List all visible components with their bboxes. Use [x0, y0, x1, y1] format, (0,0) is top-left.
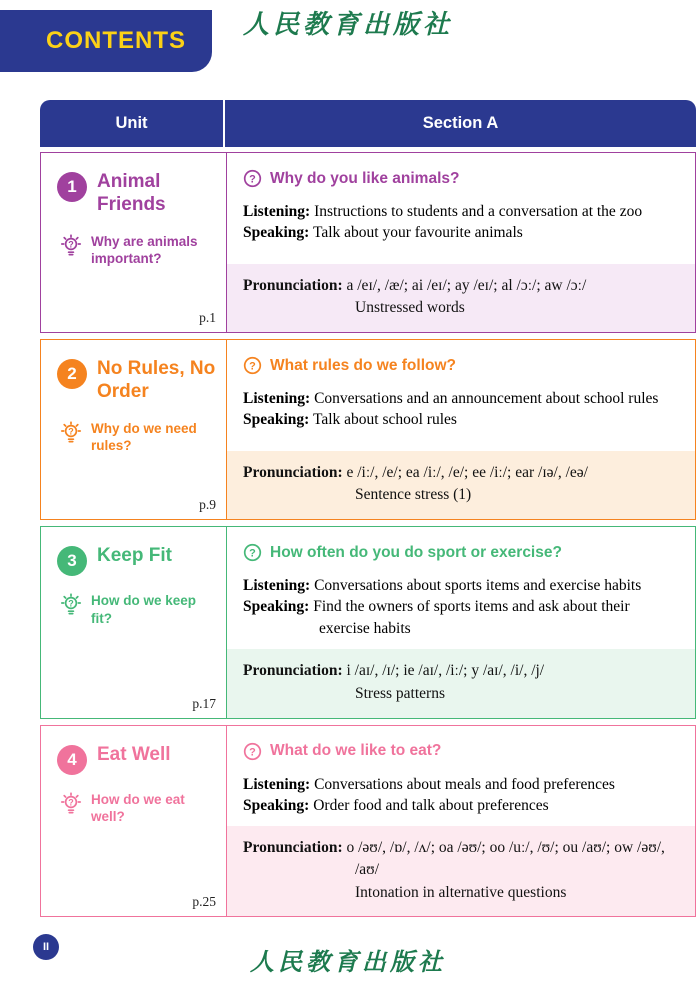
section-question — [243, 356, 677, 375]
unit-number-badge: 1 — [57, 172, 87, 202]
unit-big-question-text: Why do we need rules? — [91, 420, 197, 454]
unit-big-question — [57, 592, 207, 627]
unit-title: No Rules, No Order — [97, 358, 216, 402]
section-a-cell — [226, 527, 695, 718]
svg-text:?: ? — [68, 796, 74, 807]
section-question-text: What rules do we follow? — [270, 356, 456, 374]
publisher-logo-top: 人民教育出版社 — [242, 10, 453, 39]
lightbulb-icon — [59, 593, 83, 627]
section-a-cell — [226, 726, 695, 917]
pronunciation-line: Pronunciation: o /əʊ/, /ɒ/, /ʌ/; oa /əʊ/; oo /uː/, /ʊ/; ou /aʊ/; ow /əʊ/, /aʊ/ — [243, 839, 665, 878]
contents-banner — [0, 10, 212, 72]
section-question — [243, 543, 677, 562]
section-question — [243, 169, 677, 188]
unit-row — [40, 526, 696, 719]
listening-line: Listening: Instructions to students and a conversation at the zoo — [243, 203, 643, 220]
contents-table — [40, 100, 696, 917]
pronunciation-focus: Intonation in alternative questions — [355, 883, 567, 901]
unit-row — [40, 339, 696, 520]
speaking-line: Speaking: Order food and talk about preferences — [243, 796, 549, 814]
pronunciation-line: Pronunciation: e /iː/, /e/; ea /iː/, /e/; ee /iː/; ear /ɪə/, /eə/ — [243, 463, 588, 481]
svg-text:?: ? — [249, 547, 256, 560]
unit-big-question — [57, 233, 207, 268]
unit-cell — [41, 527, 226, 718]
section-a-cell — [226, 153, 695, 332]
unit-big-question-text: How do we keep fit? — [91, 593, 197, 626]
unit-column-header: Unit — [40, 100, 225, 147]
question-circle-icon — [243, 169, 262, 188]
speaking-line: Speaking: Talk about your favourite animals — [243, 224, 523, 242]
unit-number-badge: 2 — [57, 359, 87, 389]
unit-page-number: p.17 — [192, 695, 216, 711]
section-question-text: How often do you do sport or exercise? — [270, 543, 562, 561]
contents-title: CONTENTS — [46, 27, 186, 54]
unit-page-number: p.9 — [199, 497, 216, 512]
unit-row — [40, 725, 696, 918]
unit-page-number: p.25 — [192, 894, 216, 910]
svg-text:?: ? — [249, 173, 256, 186]
svg-text:?: ? — [249, 360, 256, 373]
pronunciation-line: Pronunciation: i /aɪ/, /ɪ/; ie /aɪ/, /iː/; y /aɪ/, /i/, /j/ — [243, 662, 545, 680]
unit-cell — [41, 153, 226, 332]
svg-text:?: ? — [68, 238, 74, 249]
svg-text:?: ? — [68, 425, 74, 436]
lightbulb-icon — [59, 792, 83, 826]
listening-line: Listening: Conversations about meals and food preferences — [243, 775, 615, 793]
unit-page-number: p.1 — [199, 310, 216, 325]
speaking-line: Speaking: Talk about school rules — [243, 411, 457, 429]
unit-number-badge: 3 — [57, 546, 87, 576]
unit-row — [40, 152, 696, 333]
section-question-text: Why do you like animals? — [270, 169, 460, 187]
pronunciation-box — [227, 649, 695, 717]
section-a-column-header: Section A — [422, 114, 499, 132]
unit-title: Keep Fit — [97, 545, 172, 566]
question-circle-icon — [243, 543, 262, 562]
unit-big-question-text: How do we eat well? — [91, 791, 185, 825]
pronunciation-box — [227, 451, 695, 519]
table-header-row — [40, 100, 696, 147]
unit-cell — [41, 340, 226, 519]
section-question — [243, 742, 677, 761]
pronunciation-focus: Unstressed words — [355, 299, 465, 317]
svg-text:?: ? — [249, 745, 256, 758]
unit-big-question-text: Why are animals important? — [91, 233, 198, 267]
listening-line: Listening: Conversations and an announcement about school rules — [243, 390, 659, 407]
unit-title: Animal Friends — [97, 171, 166, 215]
section-question-text: What do we like to eat? — [270, 742, 442, 759]
pronunciation-focus: Sentence stress (1) — [355, 486, 472, 504]
unit-cell — [41, 726, 226, 917]
lightbulb-icon — [59, 234, 83, 268]
pronunciation-line: Pronunciation: a /eɪ/, /æ/; ai /eɪ/; ay /eɪ/; al /ɔː/; aw /ɔː/ — [243, 276, 587, 294]
question-circle-icon — [243, 742, 262, 761]
pronunciation-box — [227, 264, 695, 332]
publisher-logo-bottom: 人民教育出版社 — [250, 950, 446, 976]
pronunciation-focus: Stress patterns — [355, 684, 445, 702]
lightbulb-icon — [59, 421, 83, 455]
listening-line: Listening: Conversations about sports items and exercise habits — [243, 577, 642, 594]
unit-big-question — [57, 420, 207, 455]
svg-text:?: ? — [68, 598, 74, 609]
unit-title: Eat Well — [97, 743, 171, 765]
unit-big-question — [57, 791, 207, 826]
speaking-line: Speaking: Find the owners of sports items and ask about their exercise habits — [243, 598, 630, 637]
section-a-cell — [226, 340, 695, 519]
pronunciation-box — [227, 826, 695, 916]
question-circle-icon — [243, 356, 262, 375]
page-number-badge: II — [33, 934, 59, 960]
unit-number-badge: 4 — [57, 745, 87, 775]
